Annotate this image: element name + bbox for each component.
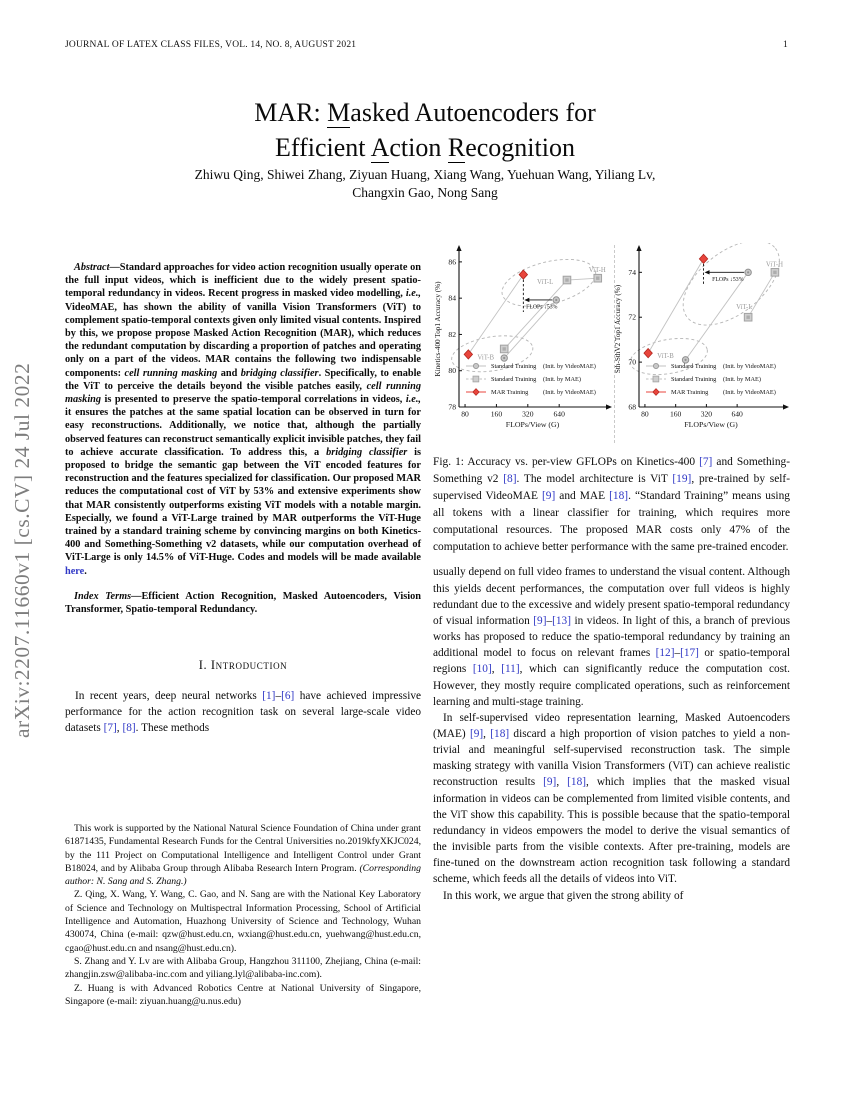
svg-text:ViT-L: ViT-L [736, 304, 753, 312]
figure-1-caption: Fig. 1: Accuracy vs. per-view GFLOPs on Kinetics-400 [7] and Something-Something v2 [8]. The model architecture is ViT [19], pre-trained by self-supervised VideoMAE [9] and MAE [18]. “Standard Training” means using all tokens with a linear classifier for training, which requires more computational resources. The proposed MAR costs only 47% of the computation to achieve better performance with the same pre-trained encoder. [433, 456, 791, 553]
svg-text:640: 640 [553, 409, 565, 419]
abstract-text: Standard approaches for video action recognition usually operate on the full input videos, which is inefficient due to the widely present spatio-temporal redundancy in videos. Recent progress in masked video modelling, i.e., VideoMAE, has shown the ability of vanilla Vision Transformers (ViT) to complement spatio-temporal contexts given only limited visual contents. Inspired by this, we propose propose Masked Action Recognition (MAR), which reduces the redundant computation by discarding a proportion of patches and operating only on a part of the videos. MAR contains the following two indispensable components: cell running masking and bridging classifier. Specifically, to enable the ViT to perceive the details beyond the visible patches easily, cell running masking is presented to preserve the spatio-temporal correlations in videos, i.e., it ensures the patches at the same spatial location can be observed in turn for easy reconstructions. Additionally, we notice that, although the partially observed features can reconstruct semantically explicit invisible patches, they fail to achieve accurate classification. To address this, a bridging classifier is proposed to bridge the semantic gap between the ViT encoded features for reconstruction and the features specialized for classification. Our proposed MAR reduces the computational cost of ViT by 53% and extensive experiments show that MAR consistently outperforms existing ViT models with a notable margin. Especially, we found a ViT-Large trained by MAR outperforms the ViT-Huge trained by a standard training scheme by convincing margins on both Kinetics-400 and Something-Something v2 datasets, while our computation overhead of ViT-Large is only 14.5% of ViT-Huge. Codes and models will be made available [65, 262, 422, 564]
svg-text:(Init. by VideoMAE): (Init. by VideoMAE) [543, 363, 596, 371]
intro-paragraph-2: In self-supervised video representation learning, Masked Autoencoders (MAE) [9], [18] discard a high proportion of vision patches to yield a non-trivial and meaningful self-supervised reconstruction task. The simple masking strategy with vanilla Vision Transformers (ViT) can achieve realistic reconstruction results [9], [18], which implies that the masked visual information in videos can be complemented from limited visible contents, and the ViT show this capability. This is possible because that the spatio-temporal redundancy in videos empowers the model to derive the visual semantics of the invisible parts from the visible contexts. After pre-training, models are fine-tuned on the downstream action recognition task following a standard scheme, which feeds all the details of videos into ViT. [433, 711, 790, 886]
citation-link[interactable]: [19] [672, 472, 692, 485]
citation-link[interactable]: [7] [699, 456, 713, 468]
figure-1 [433, 243, 790, 447]
svg-text:Standard Training: Standard Training [491, 376, 537, 384]
citation-link[interactable]: [18] [609, 489, 629, 502]
intro-paragraph-3: In this work, we argue that given the strong ability of [443, 889, 684, 902]
author-line-2: Changxin Gao, Nong Sang [352, 184, 498, 200]
svg-text:(Init. by VideoMAE): (Init. by VideoMAE) [723, 363, 776, 371]
running-header [65, 40, 788, 50]
arxiv-stamp: arXiv:2207.11660v1 [cs.CV] 24 Jul 2022 [10, 362, 34, 738]
footnote-affil-alibaba: S. Zhang and Y. Lv are with Alibaba Group, Hangzhou 311100, Zhejiang, China (e-mail: zhangjin.zsw@alibaba-inc.com and yiliang.lyl@alibaba-inc.com). [65, 955, 421, 981]
svg-text:86: 86 [448, 257, 456, 267]
svg-text:Kinetics-400 Top1 Accuracy (%): Kinetics-400 Top1 Accuracy (%) [434, 281, 442, 377]
section-heading-introduction: I. Introduction [198, 658, 288, 673]
left-column [65, 261, 421, 737]
svg-text:84: 84 [448, 293, 456, 303]
svg-text:FLOPs ↓53%: FLOPs ↓53% [712, 276, 744, 283]
citation-link[interactable]: [13] [552, 614, 571, 627]
svg-text:FLOPs ↓53%: FLOPs ↓53% [526, 304, 558, 311]
svg-text:Standard Training: Standard Training [671, 363, 717, 371]
footnote-affil-nus: Z. Huang is with Advanced Robotics Centre at National University of Singapore, Singapore (e-mail: ziyuan.huang@u.nus.edu) [65, 982, 421, 1007]
citation-link[interactable]: [7] [103, 722, 117, 735]
svg-text:82: 82 [448, 329, 456, 339]
citation-link[interactable]: [11] [501, 663, 520, 676]
right-column [433, 243, 790, 1046]
svg-text:640: 640 [731, 409, 743, 419]
citation-link[interactable]: [8] [122, 722, 136, 735]
svg-text:68: 68 [628, 402, 636, 412]
svg-text:78: 78 [448, 402, 456, 412]
citation-link[interactable]: [18] [490, 728, 510, 740]
intro-paragraph-1-cont: usually depend on full video frames to understand the visual content. Although this yields decent performances, the computation over full videos is highly redundant due to the excessive and widely present spatio-temporal redundancy of visual information [9]–[13] in videos. In light of this, a branch of previous works has proposed to reduce the spatio-temporal redundancy by training an additional model to focus on relevant frames [12]–[17] or spatio-temporal regions [10], [11], which can significantly reduce the computation cost. However, they mostly require complicated operations, such as reinforcement learning and multi-stage training. [433, 566, 790, 708]
kinetics400-chart [433, 243, 613, 445]
citation-link[interactable]: [10] [472, 663, 492, 676]
page-number: 1 [783, 40, 788, 50]
svg-text:ViT-H: ViT-H [765, 261, 784, 269]
svg-text:160: 160 [669, 409, 682, 419]
svg-text:72: 72 [628, 312, 636, 322]
code-link[interactable]: here [65, 565, 85, 577]
introduction-text [433, 564, 790, 1046]
index-terms-label: Index Terms [74, 590, 132, 602]
author-list [90, 166, 760, 201]
author-line-1: Zhiwu Qing, Shiwei Zhang, Ziyuan Huang, Xiang Wang, Yuehuan Wang, Yiliang Lv, [194, 167, 656, 182]
svg-text:(Init. by VideoMAE): (Init. by VideoMAE) [723, 389, 776, 397]
abstract-label: Abstract [74, 262, 110, 273]
svg-text:MAR Training: MAR Training [671, 389, 709, 397]
svg-text:320: 320 [522, 409, 534, 419]
svg-text:ViT-B: ViT-B [477, 354, 495, 362]
svg-text:70: 70 [628, 357, 636, 367]
abstract-text-end: . [84, 565, 87, 577]
intro-paragraph-1: In recent years, deep neural networks [1]–[6] have achieved impressive performance for the action recognition task on several large-scale video datasets [7], [8]. These methods [65, 690, 421, 735]
sthsthv2-chart [613, 243, 790, 445]
svg-text:MAR Training: MAR Training [491, 389, 529, 397]
citation-link[interactable]: [17] [680, 647, 699, 660]
citation-link[interactable]: [12] [655, 647, 675, 660]
citation-link[interactable]: [1] [262, 690, 276, 703]
citation-link[interactable]: [9] [533, 614, 547, 627]
svg-text:(Init. by MAE): (Init. by MAE) [543, 376, 581, 384]
svg-text:Standard Training: Standard Training [671, 376, 717, 384]
footnote-block [65, 822, 421, 1008]
svg-text:80: 80 [461, 409, 469, 419]
index-terms: Index Terms—Efficient Action Recognition, Masked Autoencoders, Vision Transformer, Spatio-temporal Redundancy. [65, 590, 421, 616]
svg-text:80: 80 [641, 409, 649, 419]
citation-link[interactable]: [18] [567, 776, 586, 789]
citation-link[interactable]: [6] [281, 690, 295, 703]
citation-link[interactable]: [9] [542, 489, 556, 502]
svg-text:FLOPs/View (G): FLOPs/View (G) [505, 420, 560, 429]
svg-text:74: 74 [628, 267, 636, 277]
journal-name: JOURNAL OF LATEX CLASS FILES, VOL. 14, NO. 8, AUGUST 2021 [65, 40, 357, 50]
footnote-funding: This work is supported by the National Natural Science Foundation of China under grant 61871435, Fundamental Research Funds for the Central Universities no.2019kfyXKJC024, by the 111 Project on Computational Intelligence and Intelligent Control under Grant B18024, and by Alibaba Group through Alibaba Research Intern Program. (Corresponding author: N. Sang and S. Zhang.) [65, 823, 421, 888]
abstract: Abstract—Standard approaches for video action recognition usually operate on the full input videos, which is inefficient due to the widely present spatio-temporal redundancy in videos. Recent progress in masked video modelling, i.e., VideoMAE, has shown the ability of vanilla Vision Transformers (ViT) to complement spatio-temporal contexts given only limited visual contents. Inspired by this, we propose propose Masked Action Recognition (MAR), which reduces the redundant computation by discarding a proportion of patches and operating only on a part of the videos. MAR contains the following two indispensable components: cell running masking and bridging classifier. Specifically, to enable the ViT to perceive the details beyond the visible patches easily, cell running masking is presented to preserve the spatio-temporal correlations in videos, i.e., it ensures the patches at the same spatial location can be observed in turn for easy reconstructions. Additionally, we notice that, although the partially observed features can reconstruct semantically explicit invisible patches, they fail to achieve accurate classification. To address this, a bridging classifier is proposed to bridge the semantic gap between the ViT encoded features for reconstruction and the features specialized for classification. Our proposed MAR reduces the computational cost of ViT by 53% and extensive experiments show that MAR consistently outperforms existing ViT models with a notable margin. Especially, we found a ViT-Large trained by MAR outperforms the ViT-Huge trained by a standard training scheme by convincing margins on both Kinetics-400 and Something-Something v2 datasets, while our computation overhead of ViT-Large is only 14.5% of ViT-Huge. Codes and models will be made available here. [65, 262, 422, 577]
paper-title: MAR: Masked Autoencoders for Efficient Action Recognition [254, 98, 596, 163]
svg-text:ViT-B: ViT-B [657, 353, 674, 361]
footnote-affil-hust: Z. Qing, X. Wang, Y. Wang, C. Gao, and N. Sang are with the National Key Laboratory of Science and Technology on Multispectral Information Processing, School of Artificial Intelligence and Automation, Huazhong University of Science and Technology, Wuhan 430074, China (e-mail: qzw@hust.edu.cn, wxiang@hust.edu.cn, yuehwang@hust.edu.cn, cgao@hust.edu.cn and nsang@hust.edu.cn). [65, 889, 421, 954]
svg-text:ViT-L: ViT-L [536, 279, 554, 287]
citation-link[interactable]: [9] [543, 776, 557, 789]
svg-text:Sth-SthV2 Top1 Accuracy (%): Sth-SthV2 Top1 Accuracy (%) [614, 284, 622, 374]
citation-link[interactable]: [9] [469, 728, 484, 740]
index-terms-text: Efficient Action Recognition, Masked Autoencoders, Vision Transformer, Spatio-temporal Redundancy. [65, 590, 421, 616]
svg-text:320: 320 [700, 409, 713, 419]
svg-text:FLOPs/View (G): FLOPs/View (G) [684, 420, 738, 429]
svg-text:80: 80 [448, 366, 456, 376]
figure-panel-divider [614, 245, 615, 443]
citation-link[interactable]: [8] [503, 472, 517, 485]
svg-text:(Init. by MAE): (Init. by MAE) [723, 376, 761, 384]
svg-text:Standard Training: Standard Training [491, 363, 537, 371]
svg-text:(Init. by VideoMAE): (Init. by VideoMAE) [543, 389, 596, 397]
svg-text:160: 160 [490, 409, 503, 419]
svg-text:ViT-H: ViT-H [588, 267, 606, 275]
